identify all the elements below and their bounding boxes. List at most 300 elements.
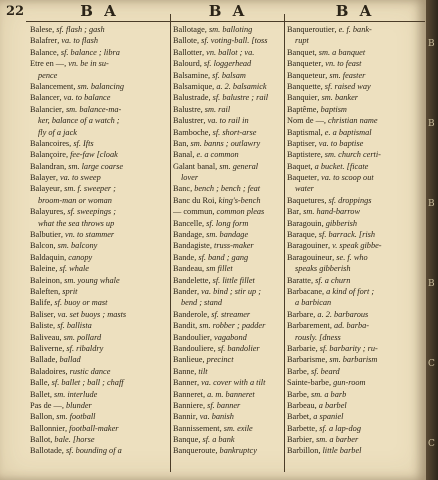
definition: , sm. banker <box>317 93 358 103</box>
headword: Baliser <box>30 309 54 319</box>
definition: , a bucket. [ficate <box>310 161 369 171</box>
dictionary-entry <box>287 286 423 297</box>
dictionary-entry <box>30 343 169 354</box>
dictionary-entry <box>30 423 169 434</box>
headword: Sainte-barbe <box>287 378 329 388</box>
column-3 <box>287 0 423 476</box>
headword: Balustrer <box>173 116 204 126</box>
dictionary-entry <box>30 104 169 115</box>
headword: Ballotter <box>173 47 203 57</box>
dictionary-entry <box>287 195 423 206</box>
headword: — commun <box>173 207 213 217</box>
headword: Balsamine <box>173 70 209 80</box>
entry-continuation <box>30 70 169 81</box>
definition: , sm. church certi- <box>320 150 381 160</box>
headword: Balife <box>30 298 51 308</box>
definition: , sm. balance-ma- <box>61 104 122 114</box>
definition: , sm. balancing <box>73 81 125 91</box>
definition: , sf. banner <box>202 400 241 410</box>
definition: , a kind of fort ; <box>322 286 375 296</box>
dictionary-entry <box>173 354 283 365</box>
headword: Baptistere <box>287 150 321 160</box>
headword: Baleine <box>30 264 56 274</box>
headword: Barbare <box>287 309 314 319</box>
dictionary-entry <box>30 172 169 183</box>
headword: Baleften <box>30 286 59 296</box>
definition: , a. m. banneret <box>202 389 255 399</box>
definition: , va. set buoys ; masts <box>53 309 127 319</box>
headword: Galant banal <box>173 161 216 171</box>
headword: Baptismal <box>287 127 321 137</box>
dictionary-entry <box>287 240 423 251</box>
definition: , e. f. bank- <box>334 25 372 34</box>
definition: , vn. to stammer <box>60 230 115 240</box>
definition: , vagabond <box>209 332 247 342</box>
edge-letter: B <box>428 279 435 289</box>
definition: lover <box>181 173 199 183</box>
headword: Banqueteur <box>287 70 326 80</box>
dictionary-entry <box>173 275 283 286</box>
definition: , sm. a barb <box>306 389 347 399</box>
headword: Barbarisme <box>287 355 326 365</box>
headword: Banlieue <box>173 355 203 365</box>
definition: , sf. bandolier <box>213 343 260 353</box>
headword: Ballotade <box>30 446 62 456</box>
definition: , sm. balcony <box>53 241 98 251</box>
entry-continuation <box>30 195 169 206</box>
definition: , gun-room <box>328 378 366 388</box>
definition: , vn. to feast <box>321 59 362 69</box>
headword: Barbette <box>287 423 316 433</box>
dictionary-entry <box>287 104 423 115</box>
definition: , sf. balance ; libra <box>56 47 120 57</box>
definition: , va. cover with a tilt <box>196 378 266 388</box>
dictionary-entry <box>173 58 283 69</box>
dictionary-entry <box>173 411 283 422</box>
dictionary-entry <box>30 138 169 149</box>
headword: Barbier <box>287 435 312 445</box>
definition: , sf. streamer <box>207 309 251 319</box>
definition: , sf. sweepings ; <box>63 207 116 217</box>
definition: , sm. rail <box>200 104 231 114</box>
definition: , va. banish <box>195 412 234 422</box>
definition: , sm. barbarism <box>325 355 378 365</box>
entry-continuation <box>30 127 169 138</box>
dictionary-entry <box>287 206 423 217</box>
definition: , football-maker <box>65 423 119 433</box>
definition: , se. f. who <box>332 252 368 262</box>
dictionary-entry <box>173 332 283 343</box>
headword: Baptiser <box>287 138 315 148</box>
definition: , va. to rail in <box>203 116 249 126</box>
definition: , vn. ballot ; va. <box>202 47 255 57</box>
headword: Banne <box>173 366 195 376</box>
dictionary-entry <box>173 70 283 81</box>
headword: Barbarie <box>287 343 316 353</box>
definition: , sm. exile <box>219 423 253 433</box>
definition: , canopy <box>64 252 93 262</box>
definition: , sf. loggerhead <box>199 59 252 69</box>
dictionary-entry <box>173 35 283 46</box>
headword: Banque <box>173 435 199 445</box>
dictionary-entry <box>30 297 169 308</box>
headword: Ballon <box>30 412 53 422</box>
dictionary-entry <box>287 149 423 160</box>
definition: , ad. barba- <box>329 321 370 331</box>
headword: Balafrer <box>30 36 58 46</box>
headword: Balayures <box>30 207 64 217</box>
definition: , sf. raised way <box>320 81 371 91</box>
definition: , sm fillet <box>202 264 233 274</box>
headword: Etre en — <box>30 59 65 69</box>
dictionary-entry <box>30 389 169 400</box>
dictionary-entry <box>173 149 283 160</box>
dictionary-entry <box>30 320 169 331</box>
headword: Bannir <box>173 412 196 422</box>
headword: Ballet <box>30 389 50 399</box>
definition: , sf. barbarity ; ru- <box>315 343 378 353</box>
headword: Bandit <box>173 321 196 331</box>
definition: , fee-faw [cloak <box>65 150 118 160</box>
dictionary-entry <box>173 286 283 297</box>
definition: , precinct <box>202 355 234 365</box>
next-page-edge <box>426 0 438 480</box>
headword: Bannissement <box>173 423 220 433</box>
entry-continuation <box>173 172 283 183</box>
dictionary-entry <box>287 434 423 445</box>
headword: Ballade <box>30 355 56 365</box>
definition: , sf. buoy or mast <box>50 298 108 308</box>
headword: Banner <box>173 378 197 388</box>
definition: , tilt <box>194 366 208 376</box>
dictionary-entry <box>30 354 169 365</box>
headword: Baragouin <box>287 218 322 228</box>
dictionary-entry <box>287 320 423 331</box>
definition: , sm. balloting <box>204 25 253 34</box>
definition: , va. to balance <box>59 93 111 103</box>
definition: rously. [dness <box>295 332 341 342</box>
dictionary-entry <box>173 183 283 194</box>
dictionary-entry <box>30 206 169 217</box>
definition: , bale. [horse <box>50 435 95 445</box>
definition: , sf. barrack. [rish <box>314 230 376 240</box>
dictionary-entry <box>173 127 283 138</box>
headword: Baraque <box>287 230 315 240</box>
headword: Balayeur <box>30 184 60 194</box>
definition: , rustic dance <box>65 366 111 376</box>
definition: , a spaniel <box>309 412 344 422</box>
definition: , sm. large coarse <box>64 161 124 171</box>
dictionary-entry <box>173 104 283 115</box>
definition: pence <box>38 70 58 80</box>
dictionary-entry <box>173 320 283 331</box>
headword: Banquet <box>287 47 315 57</box>
definition: , a barbel <box>314 400 347 410</box>
headword: Barbillon <box>287 446 319 456</box>
headword: Barbet <box>287 412 310 422</box>
dictionary-entry <box>173 343 283 354</box>
edge-letter: B <box>428 39 435 49</box>
headword: Baratte <box>287 275 311 285</box>
dictionary-entry <box>173 138 283 149</box>
headword: Bar <box>287 207 299 217</box>
dictionary-entry <box>30 183 169 194</box>
definition: , a. 2. barbarous <box>313 309 369 319</box>
definition: , sf. band ; gang <box>194 252 249 262</box>
definition: , sm. bandage <box>202 230 249 240</box>
headword: Banquier <box>287 93 318 103</box>
definition: , sf. balustre ; rail <box>208 93 269 103</box>
dictionary-entry <box>173 206 283 217</box>
headword: Balustre <box>173 104 201 114</box>
headword: Balsamique <box>173 81 213 91</box>
headword: Balançoire <box>30 150 66 160</box>
headword: Banal <box>173 150 193 160</box>
headword: Baldaquin <box>30 252 65 262</box>
definition: , va. to scoop out <box>316 173 374 183</box>
headword: Balbutier <box>30 230 61 240</box>
definition: , sf. beard <box>306 366 340 376</box>
column-divider <box>170 14 171 472</box>
definition: , sm. f. sweeper ; <box>59 184 116 194</box>
definition: , bench ; bench ; feat <box>190 184 261 194</box>
headword: Baliveau <box>30 332 60 342</box>
headword: Bandage <box>173 230 203 240</box>
definition: , sm. banns ; outlawry <box>186 138 261 148</box>
definition: , sm. hand-barrow <box>298 207 360 217</box>
dictionary-entry <box>287 275 423 286</box>
edge-letter: C <box>428 439 435 449</box>
definition: , sf. flash ; gash <box>52 25 105 34</box>
headword: Balustrade <box>173 93 209 103</box>
definition: water <box>295 184 314 194</box>
header-rule <box>169 21 285 22</box>
dictionary-entry <box>30 286 169 297</box>
definition: broom-man or woman <box>38 195 112 205</box>
dictionary-entry <box>30 434 169 445</box>
dictionary-entry <box>287 354 423 365</box>
dictionary-entry <box>287 115 423 126</box>
column-divider <box>284 14 285 472</box>
definition: , baptism <box>316 104 347 114</box>
headword: Bandagiste <box>173 241 210 251</box>
definition: , sf. ballet ; ball ; chaff <box>47 378 124 388</box>
dictionary-entry <box>30 252 169 263</box>
headword: Banniere <box>173 400 203 410</box>
dictionary-entry <box>30 81 169 92</box>
dictionary-entry <box>30 149 169 160</box>
dictionary-entry <box>287 252 423 263</box>
definition: , v. speak gibbe- <box>328 241 382 251</box>
dictionary-entry <box>287 161 423 172</box>
definition: , sf. Ifts <box>69 138 94 148</box>
headword: Nom de — <box>287 116 324 126</box>
definition: , e. a common <box>192 150 239 160</box>
definition: , christian name <box>323 116 378 126</box>
definition: , va. to sweep <box>55 173 101 183</box>
definition: , bankruptcy <box>215 446 257 456</box>
headword: Baliverne <box>30 343 63 353</box>
headword: Balayer <box>30 173 56 183</box>
dictionary-entry <box>173 445 283 456</box>
headword: Balandran <box>30 161 65 171</box>
headword: Baleinon <box>30 275 60 285</box>
headword: Balancoires <box>30 138 70 148</box>
headword: Bamboche <box>173 127 209 137</box>
definition: , sprit <box>58 286 78 296</box>
dictionary-entry <box>287 389 423 400</box>
headword: Balcon <box>30 241 54 251</box>
headword: Balance <box>30 47 57 57</box>
entry-continuation <box>287 297 423 308</box>
column-1-entries <box>30 24 169 457</box>
definition: what the sea throws up <box>38 218 115 228</box>
headword: Banqueter <box>287 59 322 69</box>
headword: Bancelle <box>173 218 203 228</box>
dictionary-entry <box>287 400 423 411</box>
entry-continuation <box>287 183 423 194</box>
dictionary-entry <box>173 377 283 388</box>
headword: Barbeau <box>287 400 315 410</box>
definition: , e. a baptismal <box>320 127 372 137</box>
dictionary-entry <box>30 377 169 388</box>
definition: , sm. football <box>52 412 96 422</box>
definition: , sf. long form <box>202 218 249 228</box>
dictionary-entry <box>30 47 169 58</box>
dictionary-entry <box>173 229 283 240</box>
headword: Ballonnier <box>30 423 66 433</box>
dictionary-entry <box>173 309 283 320</box>
dictionary-entry <box>173 161 283 172</box>
dictionary-entry <box>287 70 423 81</box>
column-3-header: B A <box>335 2 375 20</box>
dictionary-entry <box>287 366 423 377</box>
dictionary-entry <box>287 127 423 138</box>
definition: , sf. short-arse <box>208 127 257 137</box>
headword: Banqueroute <box>173 446 216 456</box>
definition: , sf. ribaldry <box>62 343 104 353</box>
dictionary-entry <box>173 47 283 58</box>
entry-continuation <box>30 115 169 126</box>
entry-continuation <box>30 218 169 229</box>
definition: , va. to baptise <box>314 138 364 148</box>
headword: Baquetures <box>287 195 325 205</box>
dictionary-entry <box>287 172 423 183</box>
dictionary-entry <box>173 240 283 251</box>
column-1 <box>30 0 169 476</box>
definition: , sm. general <box>215 161 259 171</box>
page-number: 22 <box>6 4 25 19</box>
entry-continuation <box>287 263 423 274</box>
dictionary-entry <box>30 35 169 46</box>
dictionary-entry <box>30 275 169 286</box>
definition: , sm. robber ; padder <box>195 321 266 331</box>
headword: Baladoires <box>30 366 66 376</box>
definition: , sm. young whale <box>59 275 120 285</box>
headword: Bandelette <box>173 275 209 285</box>
definition: , sf. ballista <box>53 321 92 331</box>
definition: , sf. droppings <box>324 195 372 205</box>
headword: Baragouiner <box>287 241 329 251</box>
column-2-entries <box>173 24 283 457</box>
dictionary-entry <box>287 58 423 69</box>
dictionary-entry <box>287 218 423 229</box>
definition: , sm. a barber <box>311 435 359 445</box>
dictionary-entry <box>30 309 169 320</box>
entry-continuation <box>287 332 423 343</box>
definition: , blunder <box>61 400 92 410</box>
dictionary-entry <box>30 229 169 240</box>
dictionary-entry <box>173 263 283 274</box>
dictionary-entry <box>287 24 423 35</box>
definition: , ballad <box>55 355 81 365</box>
dictionary-entry <box>173 195 283 206</box>
dictionary-entry <box>173 434 283 445</box>
dictionary-entry <box>173 115 283 126</box>
definition: , va. to flash <box>57 36 98 46</box>
headword: Ballotage <box>173 25 205 34</box>
headword: Barbe <box>287 389 307 399</box>
headword: Bandoulier <box>173 332 210 342</box>
headword: Baqueter <box>287 173 317 183</box>
headword: Ballot <box>30 435 51 445</box>
dictionary-entry <box>30 445 169 456</box>
headword: Balle <box>30 378 48 388</box>
definition: , sm. interlude <box>49 389 98 399</box>
definition: , sf. a lap-dog <box>315 423 361 433</box>
dictionary-entry <box>287 377 423 388</box>
definition: , sm. feaster <box>325 70 366 80</box>
edge-letter: C <box>428 359 435 369</box>
headword: Baptême <box>287 104 317 114</box>
dictionary-entry <box>173 389 283 400</box>
headword: Balourd <box>173 59 200 69</box>
edge-letter: B <box>428 119 435 129</box>
dictionary-entry <box>287 423 423 434</box>
dictionary-entry <box>287 445 423 456</box>
definition: , truss-maker <box>209 241 254 251</box>
dictionary-entry <box>287 229 423 240</box>
column-2 <box>173 0 283 476</box>
headword: Balancier <box>30 104 62 114</box>
dictionary-entry <box>30 24 169 35</box>
headword: Balancer <box>30 93 60 103</box>
definition: , king's-bench <box>214 195 261 205</box>
column-2-header: B A <box>208 2 248 20</box>
dictionary-entry <box>30 161 169 172</box>
definition: ker, balance of a watch ; <box>38 116 120 126</box>
edge-letter: B <box>428 199 435 209</box>
definition: a barbican <box>295 298 332 308</box>
headword: Bandouliere <box>173 343 214 353</box>
dictionary-entry <box>30 263 169 274</box>
headword: Banqueroutier <box>287 25 335 34</box>
definition: , sf. voting-ball. [toss <box>196 36 268 46</box>
headword: Bander <box>173 286 197 296</box>
dictionary-entry <box>30 92 169 103</box>
dictionary-entry <box>287 47 423 58</box>
dictionary-entry <box>30 332 169 343</box>
headword: Baliste <box>30 321 54 331</box>
definition: , sm. a banquet <box>314 47 366 57</box>
dictionary-entry <box>30 240 169 251</box>
dictionary-entry <box>287 343 423 354</box>
dictionary-entry <box>287 411 423 422</box>
headword: Banneret <box>173 389 203 399</box>
definition: speaks gibberish <box>295 264 351 274</box>
headword: Barbarement <box>287 321 330 331</box>
dictionary-entry <box>287 92 423 103</box>
